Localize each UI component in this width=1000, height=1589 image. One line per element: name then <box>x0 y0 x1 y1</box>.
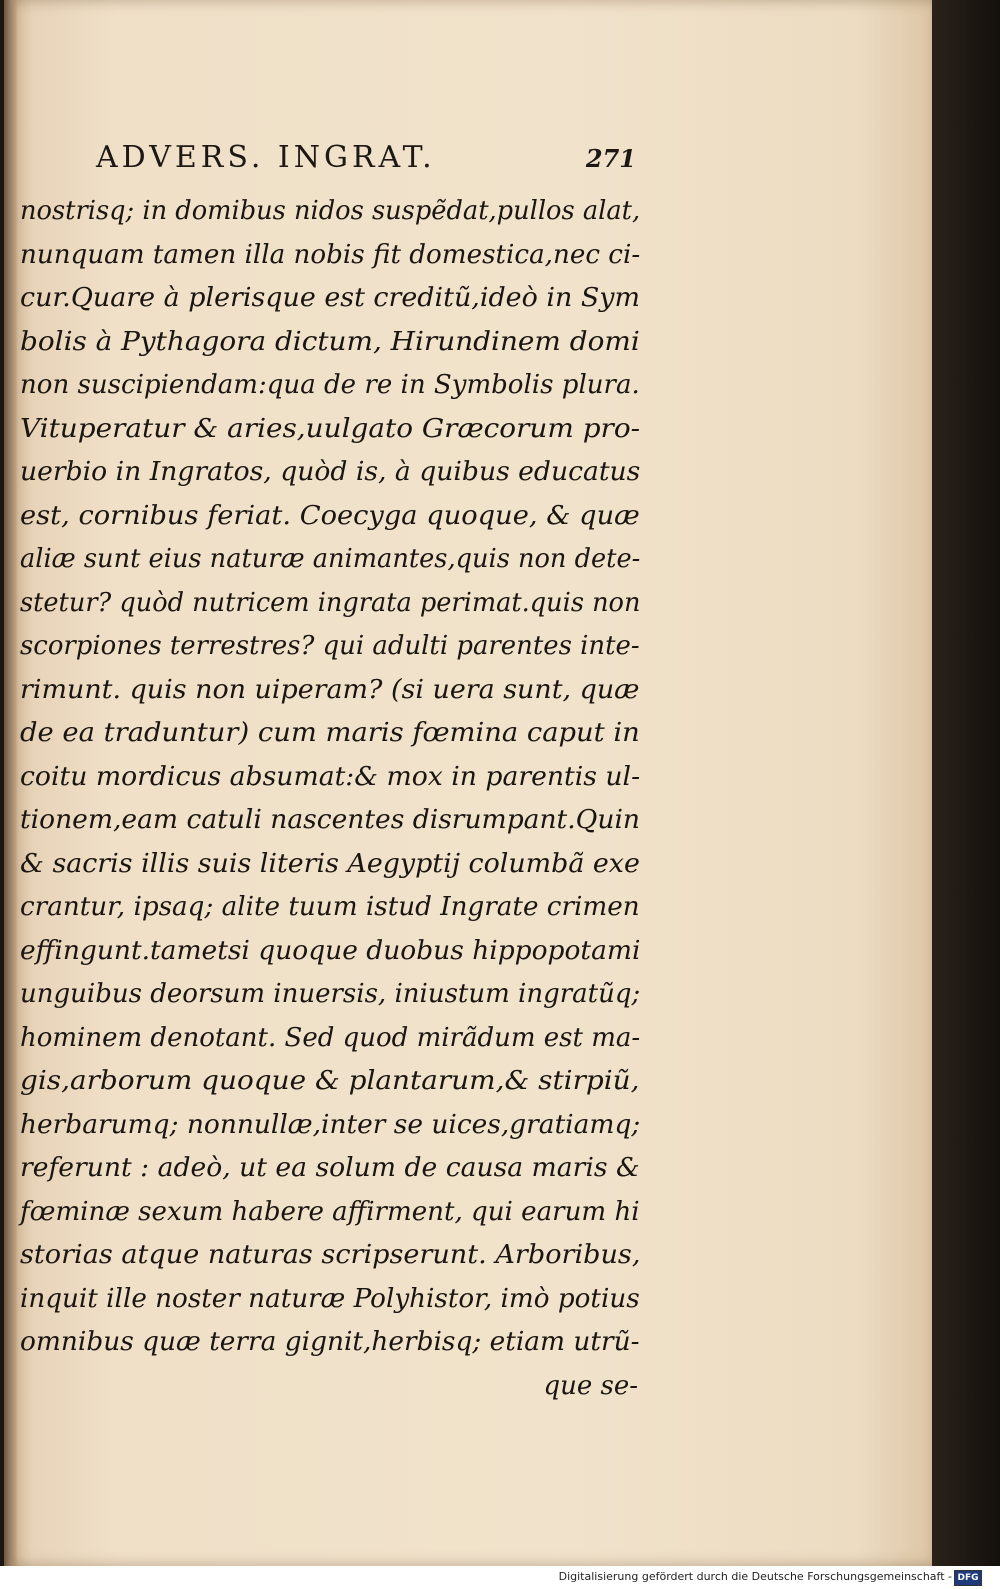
text-line: Vituperatur & aries,uulgato Græcorum pro- <box>20 413 641 444</box>
text-line: storias atque naturas scripserunt. Arboribus, <box>20 1240 641 1270</box>
text-line: tionem,eam catuli nascentes disrumpant.Quin <box>20 805 641 835</box>
text-line: est, cornibus feriat. Coecyga quoque, & quæ <box>20 500 640 531</box>
text-line: nunquam tamen illa nobis fit domestica,nec ci- <box>20 239 641 270</box>
text-line: scorpiones terrestres? qui adulti parentes inte- <box>20 631 640 661</box>
text-line: inquit ille noster naturæ Polyhistor, imò potius <box>20 1283 640 1314</box>
text-line: unguibus deorsum inuersis, iniustum ingratũq; <box>20 979 641 1009</box>
text-line: nostrisq; in domibus nidos suspẽdat,pullos alat, <box>20 196 641 226</box>
text-line: uerbio in Ingratos, quòd is, à quibus educatus <box>20 457 641 487</box>
digitization-credit: Digitalisierung gefördert durch die Deutsche Forschungsgemeinschaft - <box>558 1570 952 1583</box>
text-line: stetur? quòd nutricem ingrata perimat.quis non <box>20 587 641 618</box>
text-line: gis,arborum quoque & plantarum,& stirpiũ, <box>20 1066 640 1096</box>
page-gutter <box>4 0 18 1566</box>
text-line: omnibus quæ terra gignit,herbisq; etiam utrũ- <box>20 1327 640 1357</box>
page-header <box>96 140 636 186</box>
text-line: crantur, ipsaq; alite tuum istud Ingrate crimen <box>20 892 640 922</box>
text-line: referunt : adeò, ut ea solum de causa maris & <box>20 1153 640 1183</box>
scan-edge <box>932 0 1000 1566</box>
text-line: herbarumq; nonnullæ,inter se uices,gratiamq; <box>20 1109 641 1140</box>
body-text <box>20 190 650 1408</box>
text-line: aliæ sunt eius naturæ animantes,quis non dete- <box>20 544 641 574</box>
text-line: hominem denotant. Sed quod mirãdum est ma- <box>20 1022 641 1053</box>
page-number: 271 <box>585 144 636 173</box>
book-page <box>4 0 932 1566</box>
footer-bar <box>0 1566 1000 1589</box>
text-line: coitu mordicus absumat:& mox in parentis ul- <box>20 761 641 792</box>
text-line: de ea traduntur) cum maris fœmina caput in <box>20 718 640 748</box>
catchword: que se- <box>543 1370 638 1401</box>
dfg-logo: DFG <box>954 1570 982 1586</box>
text-line: effingunt.tametsi quoque duobus hippopotami <box>20 935 641 966</box>
running-title: ADVERS. INGRAT. <box>96 140 436 175</box>
text-line: bolis à Pythagora dictum, Hirundinem domi <box>20 326 640 357</box>
text-line: & sacris illis suis literis Aegyptij columbã exe <box>20 848 640 879</box>
text-line: fœminæ sexum habere affirment, qui earum hi <box>20 1196 640 1227</box>
text-line: cur.Quare à plerisque est creditũ,ideò in Sym <box>20 283 641 313</box>
text-line: non suscipiendam:qua de re in Symbolis plura. <box>20 370 640 400</box>
text-line: rimunt. quis non uiperam? (si uera sunt, quæ <box>20 674 640 705</box>
